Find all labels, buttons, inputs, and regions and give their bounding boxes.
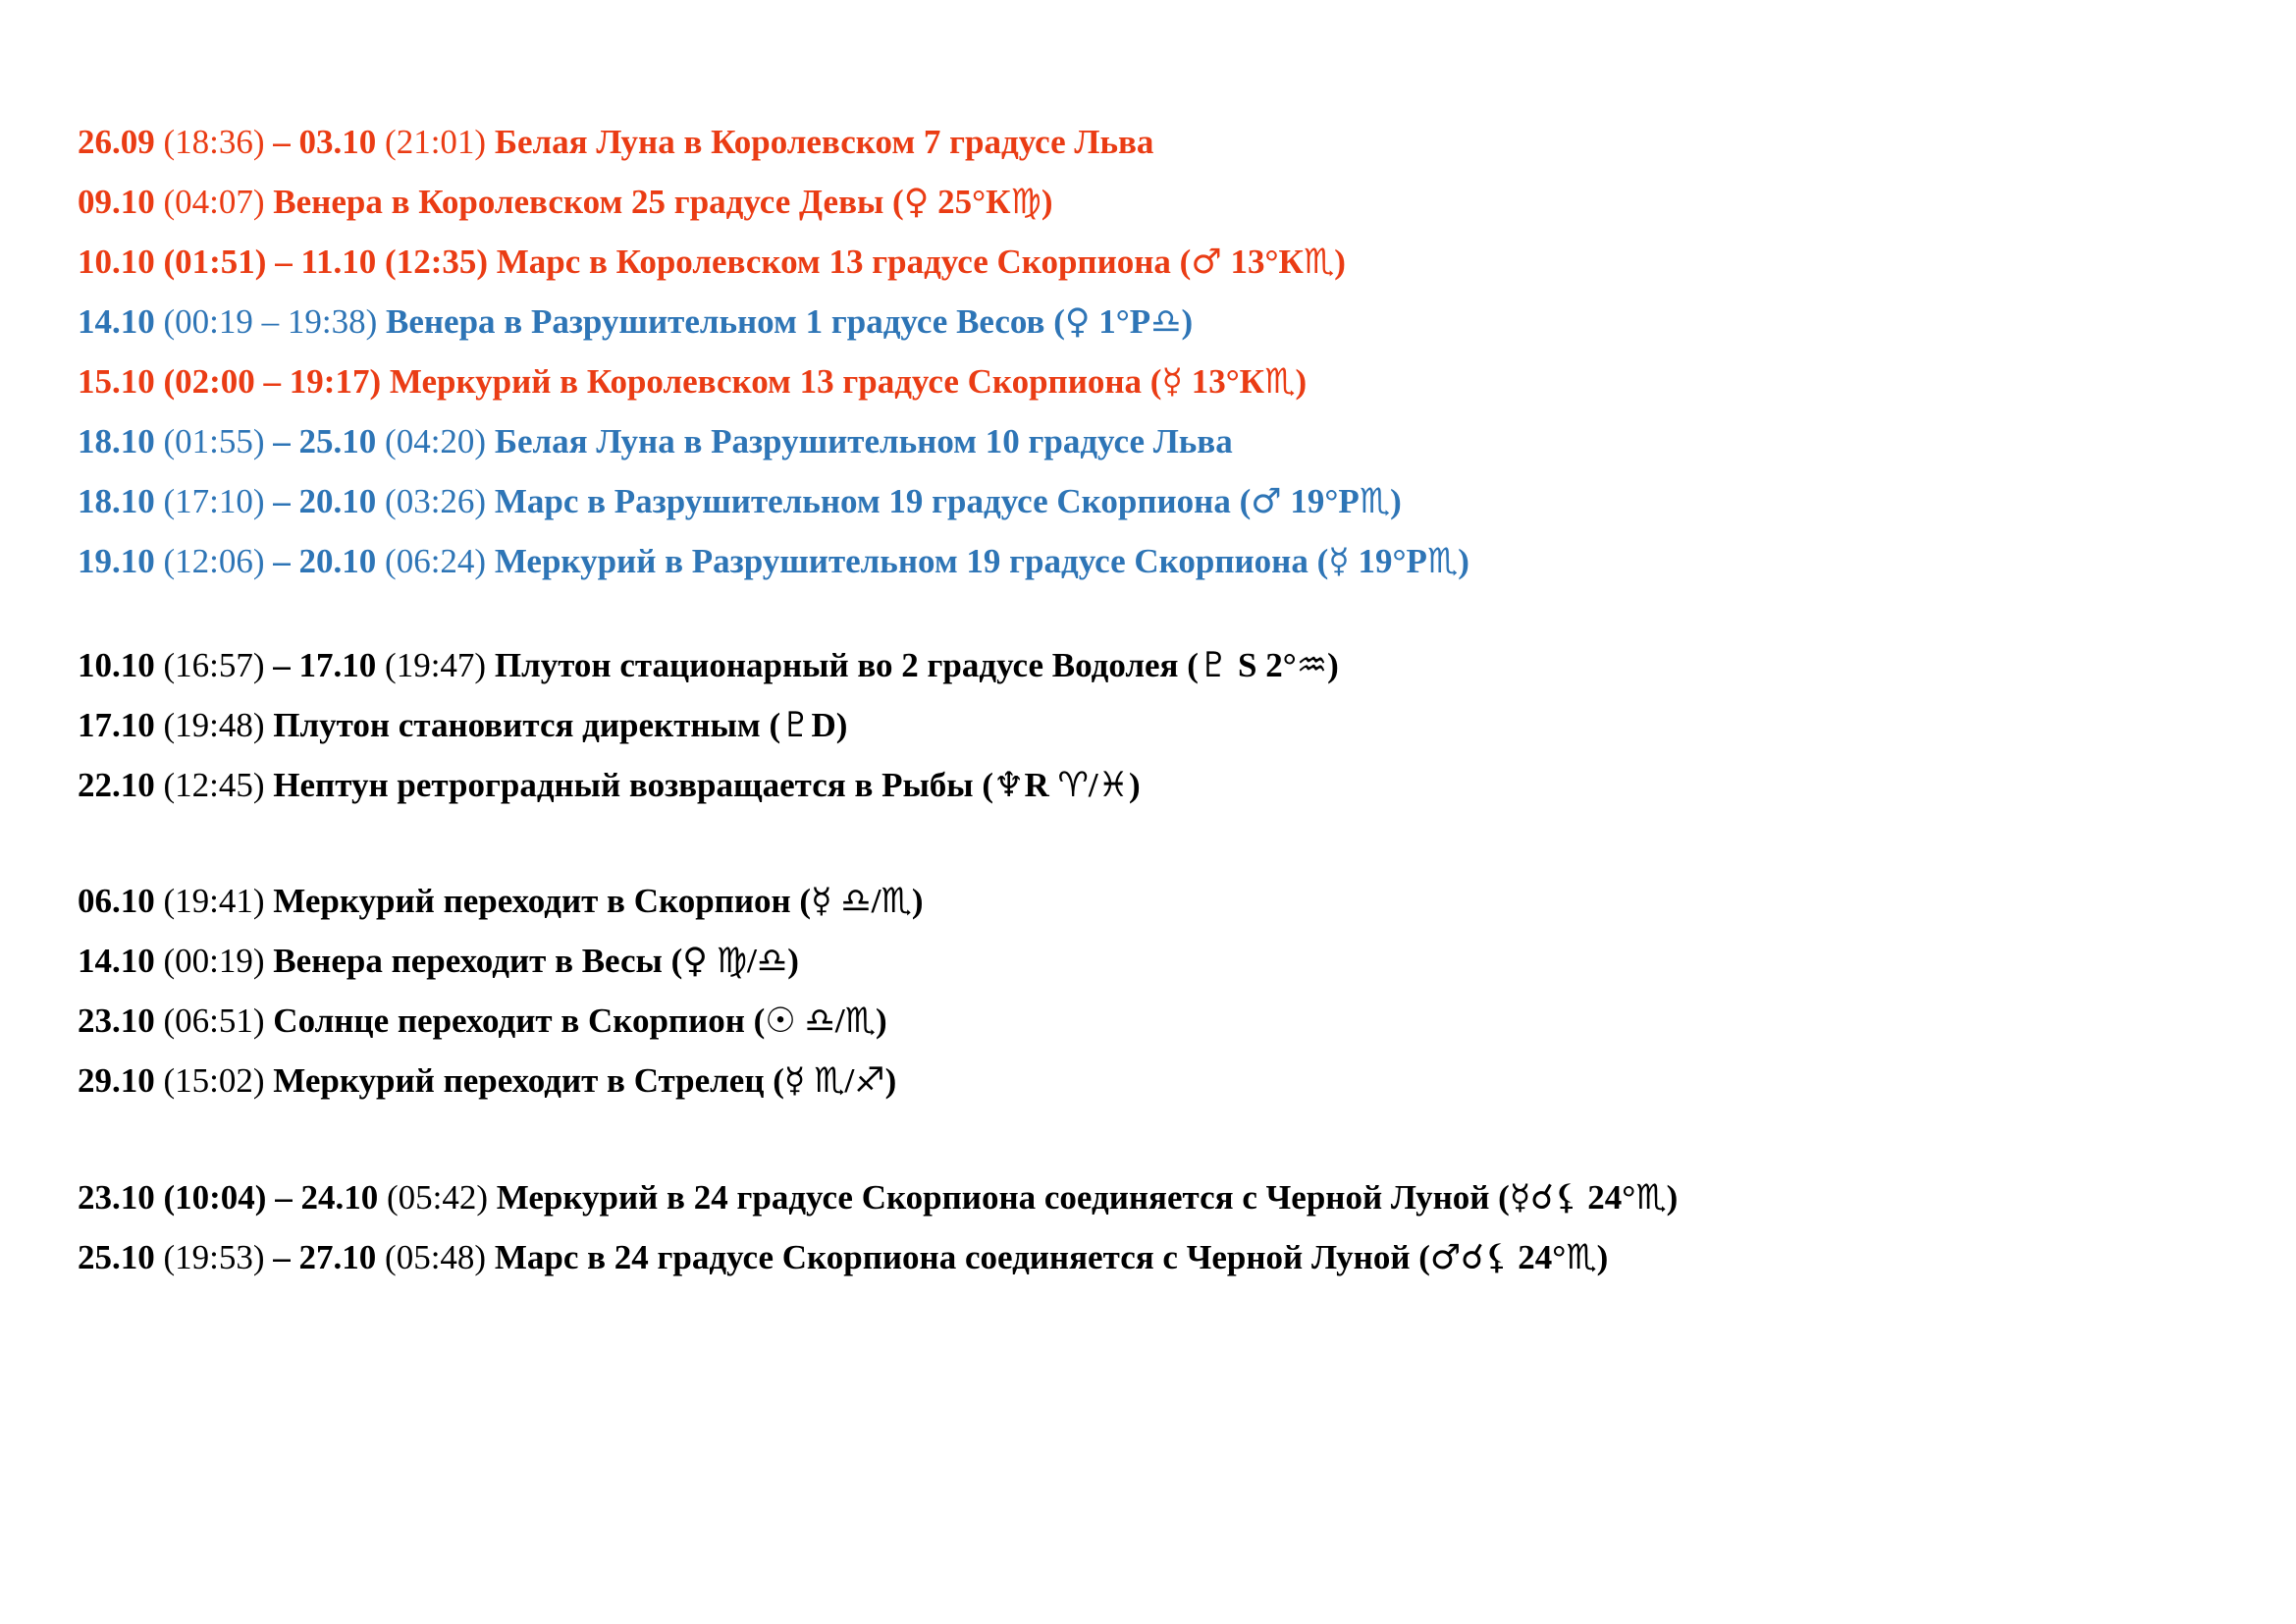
event-text-bold: Нептун ретроградный возвращается в Рыбы (♆R ♈/♓) — [273, 766, 1141, 805]
event-text-bold: 14.10 — [78, 302, 155, 341]
astro-symbol-icon: ♀ — [1064, 302, 1091, 342]
event-text-regular: (05:48) — [376, 1238, 495, 1276]
event-line — [78, 536, 1469, 587]
astro-symbol-icon: ☿ — [783, 1061, 806, 1101]
astro-symbol-icon: ♀ — [903, 183, 930, 222]
event-line — [78, 356, 1307, 407]
event-text-bold: 10.10 (01:51) – 11.10 (12:35) Марс в Королевском 13 градусе Скорпиона (♂ 13°К♏) — [78, 243, 1346, 282]
event-text-bold: Меркурий переходит в Скорпион (☿ ♎/♏) — [273, 882, 924, 921]
event-text-bold: 15.10 (02:00 – 19:17) Меркурий в Королевском 13 градусе Скорпиона (☿ 13°К♏) — [78, 362, 1308, 402]
event-text-regular: (15:02) — [154, 1061, 274, 1100]
astro-symbol-icon: ♎ — [804, 1001, 835, 1041]
event-line — [78, 117, 1153, 168]
event-text-bold: 22.10 — [78, 766, 155, 804]
event-text-regular: (16:57) — [154, 646, 274, 684]
astro-symbol-icon: ♏ — [844, 1001, 876, 1041]
astro-symbol-icon: ⚸ — [1553, 1178, 1579, 1218]
event-text-bold: 06.10 — [78, 882, 155, 920]
event-text-regular: (12:45) — [154, 766, 274, 804]
event-text-regular: (17:10) — [154, 482, 274, 520]
event-text-regular: (19:47) — [376, 646, 495, 684]
event-line — [78, 640, 1339, 691]
event-text-regular: (03:26) — [376, 482, 495, 520]
event-line — [78, 936, 799, 987]
astro-symbol-icon: ☌ — [1530, 1178, 1554, 1218]
astro-symbol-icon: ♏ — [1359, 482, 1391, 521]
event-text-bold: 23.10 (10:04) – 24.10 — [78, 1178, 379, 1217]
event-line — [78, 1232, 1608, 1283]
astro-symbol-icon: ♏ — [814, 1061, 845, 1101]
astro-symbol-icon: ♍ — [1010, 183, 1041, 222]
astro-symbol-icon: ♎ — [756, 942, 788, 981]
event-text-regular: (05:42) — [378, 1178, 497, 1217]
event-line — [78, 700, 847, 751]
astro-symbol-icon: ♂ — [1429, 1238, 1462, 1277]
astro-symbol-icon: ♈ — [1057, 766, 1089, 805]
event-text-bold: 25.10 — [78, 1238, 155, 1276]
event-text-regular: (06:24) — [376, 542, 495, 580]
astro-symbol-icon: ♏ — [1426, 542, 1459, 581]
event-text-regular: (19:41) — [154, 882, 274, 920]
event-text-bold: Белая Луна в Разрушительном 10 градусе Льва — [494, 422, 1233, 460]
event-text-bold: 18.10 — [78, 422, 155, 460]
astro-symbol-icon: ♓ — [1097, 766, 1129, 805]
event-text-bold: 18.10 — [78, 482, 155, 520]
event-text-regular: (06:51) — [154, 1001, 274, 1040]
event-text-bold: 09.10 — [78, 183, 155, 221]
event-text-regular: (00:19) — [154, 942, 274, 980]
event-text-regular: (12:06) — [154, 542, 274, 580]
event-line — [78, 476, 1402, 527]
event-text-bold: 17.10 — [78, 706, 155, 744]
event-text-bold: – 25.10 — [273, 422, 377, 460]
event-text-bold: Белая Луна в Королевском 7 градусе Льва — [494, 123, 1154, 161]
event-text-bold: Марс в Разрушительном 19 градусе Скорпиона (♂ 19°Р♏) — [494, 482, 1402, 521]
event-text-regular: (18:36) — [154, 123, 274, 161]
astro-symbol-icon: ☿ — [1328, 542, 1350, 581]
event-text-regular: (19:48) — [154, 706, 274, 744]
event-line — [78, 177, 1053, 228]
astro-symbol-icon: ♀ — [682, 942, 708, 981]
astro-symbol-icon: ☿ — [1509, 1178, 1531, 1218]
event-text-regular: (00:19 – 19:38) — [154, 302, 387, 341]
event-line — [78, 237, 1346, 288]
astro-symbol-icon: ♂ — [1251, 482, 1282, 521]
event-text-bold: Меркурий в Разрушительном 19 градусе Скорпиона (☿ 19°Р♏) — [494, 542, 1469, 581]
event-text-bold: Плутон стационарный во 2 градусе Водолея (♇ S 2°♒) — [494, 646, 1339, 685]
event-text-bold: – 27.10 — [273, 1238, 377, 1276]
event-text-bold: 26.09 — [78, 123, 155, 161]
event-text-bold: Венера в Королевском 25 градусе Девы (♀ 25°К♍) — [273, 183, 1053, 222]
astro-symbol-icon: ☿ — [811, 882, 832, 921]
event-line — [78, 996, 887, 1047]
astro-symbol-icon: ♎ — [1150, 302, 1182, 342]
astro-symbol-icon: ♇ — [780, 706, 812, 745]
event-line — [78, 416, 1233, 467]
event-text-bold: 10.10 — [78, 646, 155, 684]
event-text-regular: (01:55) — [154, 422, 274, 460]
astro-symbol-icon: ♏ — [1264, 362, 1296, 402]
astro-symbol-icon: ♏ — [881, 882, 912, 921]
event-text-bold: Марс в 24 градусе Скорпиона соединяется с Черной Луной (♂☌⚸ 24°♏) — [494, 1238, 1609, 1277]
astro-symbol-icon: ♐ — [854, 1061, 885, 1101]
astro-symbol-icon: ♍ — [716, 942, 748, 981]
event-line — [78, 1056, 896, 1107]
event-line — [78, 297, 1193, 348]
event-text-bold: – 20.10 — [273, 542, 377, 580]
event-text-bold: 29.10 — [78, 1061, 155, 1100]
astro-symbol-icon: ♆ — [993, 766, 1025, 805]
event-line — [78, 1172, 1678, 1223]
event-line — [78, 876, 923, 927]
astro-symbol-icon: ☿ — [1161, 362, 1183, 402]
event-text-bold: 23.10 — [78, 1001, 155, 1040]
astro-symbol-icon: ♏ — [1635, 1178, 1667, 1218]
event-text-bold: 14.10 — [78, 942, 155, 980]
astro-symbol-icon: ♇ — [1198, 646, 1230, 685]
event-text-bold: – 03.10 — [273, 123, 377, 161]
event-text-bold: – 17.10 — [273, 646, 377, 684]
event-text-bold: 19.10 — [78, 542, 155, 580]
event-text-bold: Венера в Разрушительном 1 градусе Весов (♀ 1°Р♎) — [386, 302, 1194, 342]
astro-symbol-icon: ⚸ — [1483, 1238, 1510, 1277]
astro-symbol-icon: ♏ — [1566, 1238, 1597, 1277]
astro-symbol-icon: ♒ — [1296, 646, 1328, 685]
event-text-bold: Венера переходит в Весы (♀ ♍/♎) — [273, 942, 799, 981]
astro-symbol-icon: ♂ — [1191, 243, 1222, 282]
event-text-regular: (04:20) — [376, 422, 495, 460]
event-text-regular: (04:07) — [154, 183, 274, 221]
astro-symbol-icon: ☌ — [1461, 1238, 1484, 1277]
event-text-bold: – 20.10 — [273, 482, 377, 520]
astro-symbol-icon: ♎ — [840, 882, 872, 921]
event-text-regular: (19:53) — [154, 1238, 274, 1276]
event-line — [78, 760, 1141, 811]
event-text-bold: Плутон становится директным (♇D) — [273, 706, 848, 745]
event-text-bold: Солнце переходит в Скорпион (☉ ♎/♏) — [273, 1001, 887, 1041]
event-text-bold: Меркурий в 24 градусе Скорпиона соединяется с Черной Луной (☿☌⚸ 24°♏) — [496, 1178, 1679, 1218]
event-text-regular: (21:01) — [376, 123, 495, 161]
astro-symbol-icon: ♏ — [1303, 243, 1335, 282]
event-text-bold: Меркурий переходит в Стрелец (☿ ♏/♐) — [273, 1061, 897, 1101]
astro-symbol-icon: ☉ — [765, 1001, 796, 1041]
